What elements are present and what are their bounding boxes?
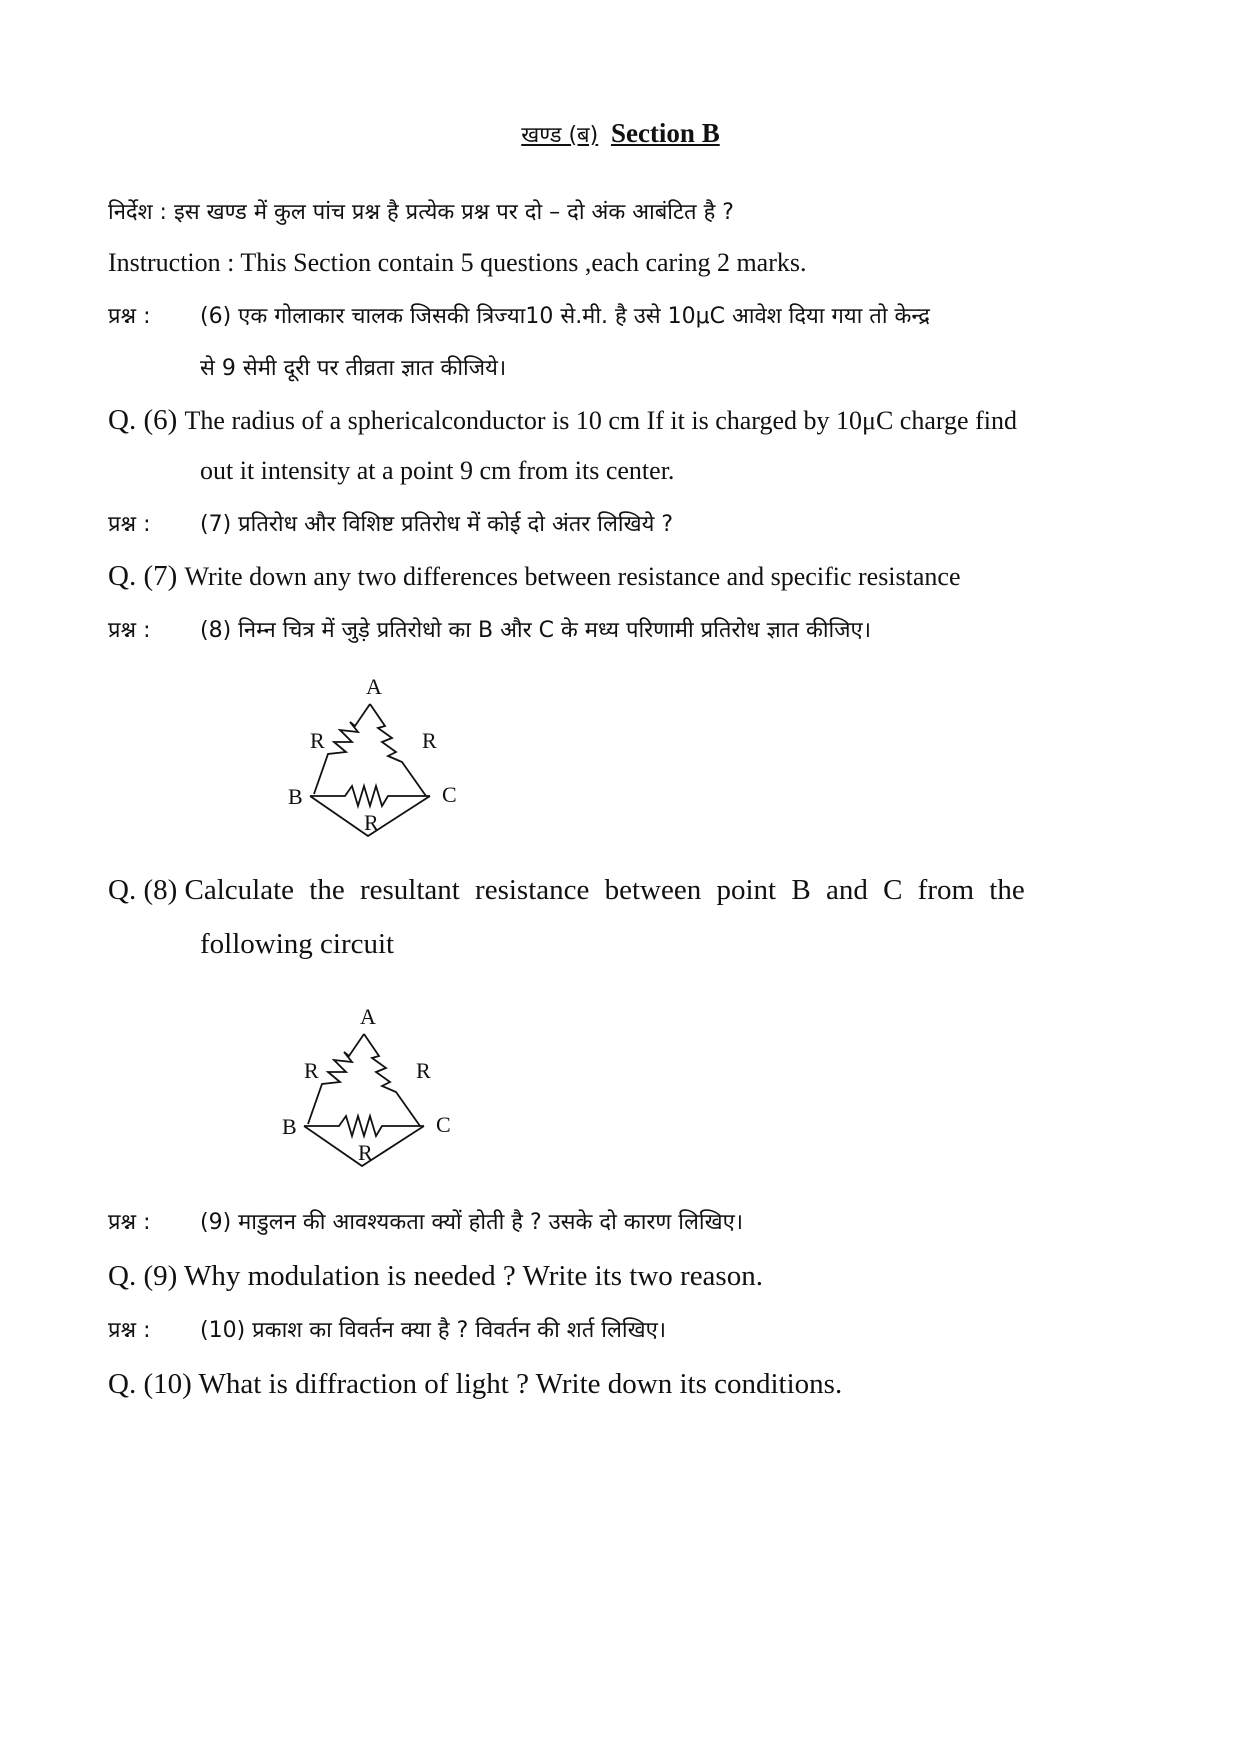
question-10-english-line1	[108, 1368, 842, 1401]
question-9-hindi-line1	[108, 1206, 743, 1236]
section-title-english: Section B	[610, 118, 720, 148]
question-text: (10) प्रकाश का विवर्तन क्या है ? विवर्तन की शर्त लिखिए।	[200, 1318, 667, 1343]
question-text: Write down any two differences between resistance and specific resistance	[184, 562, 961, 591]
question-text: The radius of a sphericalconductor is 10 cm If it is charged by 10μC charge find	[184, 406, 1017, 435]
resistor-label-right: R	[422, 728, 437, 753]
question-label-hindi: प्रश्न :	[108, 304, 151, 329]
question-label-english: Q. (6)	[108, 404, 178, 436]
question-6-hindi-line2: से 9 सेमी दूरी पर तीव्रता ज्ञात कीजिये।	[200, 356, 507, 381]
question-label-english: Q. (9)	[108, 1260, 178, 1292]
node-c-label: C	[442, 782, 457, 807]
question-label-english: Q. (10)	[108, 1368, 192, 1400]
question-label-english: Q. (8)	[108, 874, 178, 906]
question-text: (9) माडुलन की आवश्यकता क्यों होती है ? उसके दो कारण लिखिए।	[200, 1210, 744, 1235]
question-6-english-line2: out it intensity at a point 9 cm from its center.	[200, 456, 675, 485]
circuit-diagram-1	[270, 664, 470, 844]
resistor-label-bottom: R	[358, 1140, 373, 1165]
resistor-label-bottom: R	[364, 810, 379, 835]
question-label-hindi: प्रश्न :	[108, 512, 151, 537]
question-7-english-line1	[108, 560, 961, 593]
resistor-label-right: R	[416, 1058, 431, 1083]
question-label-hindi: प्रश्न :	[108, 618, 151, 643]
question-label-hindi: प्रश्न :	[108, 1318, 151, 1343]
node-a-label: A	[360, 1004, 376, 1029]
circuit-diagram-2	[264, 994, 464, 1174]
question-text: (6) एक गोलाकार चालक जिसकी त्रिज्या10 से.मी. है उसे 10μC आवेश दिया गया तो केन्द्र	[200, 304, 930, 329]
resistor-label-left: R	[310, 728, 325, 753]
question-10-hindi-line1	[108, 1314, 666, 1344]
section-heading	[0, 118, 1241, 149]
question-label-hindi: प्रश्न :	[108, 1210, 151, 1235]
node-c-label: C	[436, 1112, 451, 1137]
node-a-label: A	[366, 674, 382, 699]
node-b-label: B	[288, 784, 303, 809]
question-7-hindi-line1	[108, 508, 673, 538]
question-text: Calculate the resultant resistance between point B and C from the	[184, 874, 1025, 906]
instruction-english: Instruction : This Section contain 5 questions ,each caring 2 marks.	[108, 248, 807, 277]
resistor-label-left: R	[304, 1058, 319, 1083]
question-text: What is diffraction of light ? Write down its conditions.	[198, 1368, 843, 1400]
question-6-hindi-line1	[108, 300, 930, 330]
question-label-english: Q. (7)	[108, 560, 178, 592]
question-8-hindi-line1	[108, 614, 871, 644]
section-title-hindi: खण्ड (ब)	[521, 123, 599, 148]
question-text: (7) प्रतिरोध और विशिष्ट प्रतिरोध में कोई दो अंतर लिखिये ?	[200, 512, 674, 537]
node-b-label: B	[282, 1114, 297, 1139]
question-text: Why modulation is needed ? Write its two reason.	[184, 1260, 763, 1292]
question-text: (8) निम्न चित्र में जुड़े प्रतिरोधो का B और C के मध्य परिणामी प्रतिरोध ज्ञात कीजिए।	[200, 618, 872, 643]
question-8-english-line1	[108, 874, 1132, 907]
question-6-english-line1	[108, 404, 1017, 437]
question-9-english-line1	[108, 1260, 763, 1293]
instruction-hindi: निर्देश : इस खण्ड में कुल पांच प्रश्न है प्रत्येक प्रश्न पर दो – दो अंक आबंटित है ?	[108, 200, 734, 225]
question-8-english-line2: following circuit	[200, 928, 395, 960]
